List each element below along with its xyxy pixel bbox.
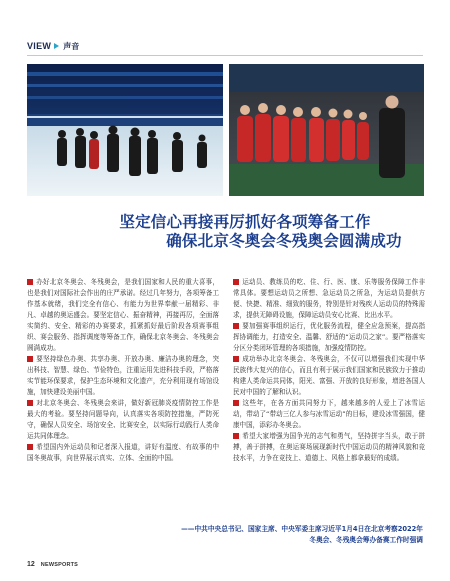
- red-square-bullet-icon: [27, 400, 33, 406]
- arrow-right-icon: [53, 42, 61, 50]
- red-square-bullet-icon: [233, 433, 239, 439]
- attribution-line-1: ——中共中央总书记、国家主席、中央军委主席习近平1月4日在北京考察2022年: [181, 525, 423, 533]
- headline-line-1: 坚定信心再接再厉抓好各项筹备工作: [119, 212, 371, 231]
- section-label: 声音: [63, 41, 80, 51]
- paragraph: 希望国内外运动员和记者深入报道，讲好有温度、有故事的中国冬奥故事，向世界展示真实、立体、全面的中国。: [27, 443, 219, 462]
- paragraph: 对北京冬奥会、冬残奥会来讲，做好新冠肺炎疫情防控工作是最大的考验。要坚持问题导向，认真落实各项防控措施，严防死守，确保人员安全、场馆安全、比赛安全，以实际行动践行人类命运共同体理念。: [27, 399, 219, 440]
- attribution-line-2: 冬奥会、冬残奥会筹办备赛工作时强调: [309, 536, 423, 544]
- red-square-bullet-icon: [27, 356, 33, 362]
- header-divider: [27, 55, 423, 56]
- red-square-bullet-icon: [27, 279, 33, 285]
- magazine-name: NEWSPORTS: [40, 561, 79, 568]
- paragraph: 运动员、教练员的吃、住、行、医、康、乐等服务保障工作非常具体。要想运动员之所想、急运动员之所急，为运动员提供方便、快捷、精准、细致的服务，特别是针对残疾人运动员的特殊需求，提供无障碍设施，保障运动员安心比赛、比出水平。: [233, 278, 425, 319]
- page-footer: [27, 561, 78, 568]
- red-square-bullet-icon: [233, 400, 239, 406]
- photo-staff-red: [229, 64, 424, 196]
- body-column-right: [233, 277, 425, 464]
- paragraph: 要坚持绿色办奥、共享办奥、开放办奥、廉洁办奥的理念，突出科技、智慧、绿色、节俭特色，注重运用先进科技手段，严格落实节能环保要求，保护生态环境和文化遗产，充分利用现有场馆设施，加快建设美丽中国。: [27, 355, 219, 396]
- article-headline: [27, 212, 423, 250]
- view-label: VIEW: [27, 41, 52, 51]
- red-square-bullet-icon: [27, 444, 33, 450]
- section-header: [27, 39, 79, 53]
- page-number: 12: [27, 561, 35, 568]
- paragraph: 希望大家增强为国争光的志气和勇气，坚持拼字当头，敢于拼搏，善于拼搏，在奥运赛场展现新时代中国运动员的精神风貌和竞技水平，力争在竞技上、道德上、风格上都拿最好的成绩。: [233, 432, 425, 462]
- attribution: [170, 524, 423, 546]
- paragraph: 要加强赛事组织运行，优化服务流程，健全应急预案，提高指挥协调能力，打造安全、温馨、舒适的“运动员之家”。要严格落实分区分类闭环管理的各项措施，加强疫情防控。: [233, 322, 425, 352]
- paragraph: 办好北京冬奥会、冬残奥会，是我们国家和人民的重大喜事，也是我们对国际社会作出的庄严承诺。经过几年努力，各项筹备工作基本就绪，我们完全有信心、有能力为世界奉献一届精彩、非凡、卓越的奥运盛会。要坚定信心、振奋精神，再接再厉，全面落实简约、安全、精彩的办赛要求，抓紧抓好最后阶段各项赛事组织、赛会服务、指挥调度等筹备工作，确保北京冬奥会、冬残奥会圆满成功。: [27, 278, 219, 352]
- headline-line-2: 确保北京冬奥会冬残奥会圆满成功: [166, 231, 402, 250]
- body-column-left: [27, 277, 219, 464]
- paragraph: 这些年，在各方面共同努力下，越来越多的人爱上了冰雪运动，带动了“带动三亿人参与冰雪运动”的目标，建设冰雪强国，健康中国，添彩办冬奥会。: [233, 399, 425, 429]
- photo-ice-rink: [27, 64, 223, 196]
- red-square-bullet-icon: [233, 279, 239, 285]
- red-square-bullet-icon: [233, 356, 239, 362]
- paragraph: 成功举办北京冬奥会、冬残奥会，不仅可以增强我们实现中华民族伟大复兴的信心，而且有利于展示我们国家和民族致力于推动构建人类命运共同体，阳光、富强、开放的良好形象，增进各国人民对中国的了解和认识。: [233, 355, 425, 396]
- red-square-bullet-icon: [233, 323, 239, 329]
